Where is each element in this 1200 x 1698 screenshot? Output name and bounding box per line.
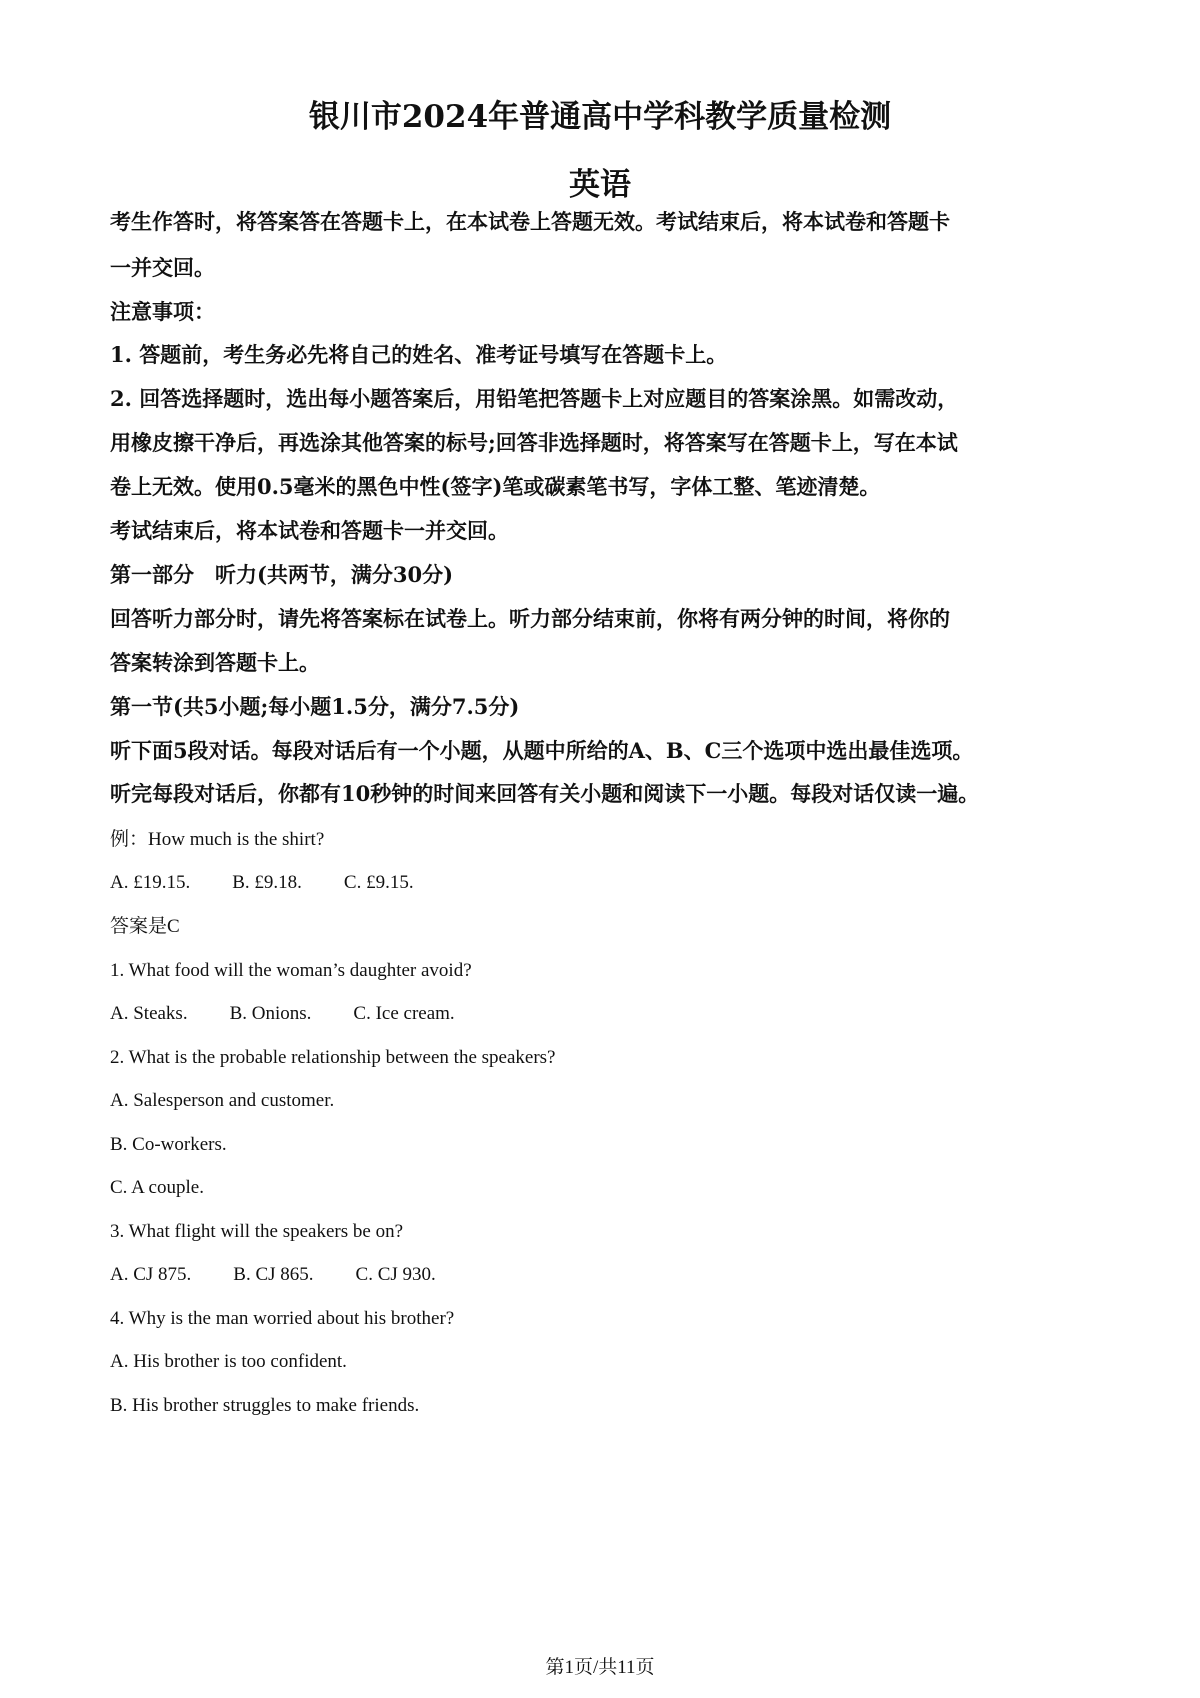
note-2-line-2: 用橡皮擦干净后，再选涂其他答案的标号;回答非选择题时，将答案写在答题卡上，写在本试 xyxy=(110,430,958,455)
subject-title: 英语 xyxy=(569,167,631,203)
page-number: 第1页/共11页 xyxy=(545,1657,655,1678)
example-question: 例：How much is the shirt? xyxy=(110,829,325,850)
notes-heading: 注意事项： xyxy=(110,299,215,324)
question-3: 3. What flight will the speakers be on? xyxy=(110,1221,404,1242)
example-option-b: B. £9.18. xyxy=(232,872,302,893)
note-1: 1. 答题前，考生务必先将自己的姓名、准考证号填写在答题卡上。 xyxy=(110,342,728,367)
question-2: 2. What is the probable relationship between the speakers? xyxy=(110,1047,556,1068)
question-3-option-b: B. CJ 865. xyxy=(233,1264,314,1285)
question-2-option-a: A. Salesperson and customer. xyxy=(110,1090,335,1111)
note-2-line-1: 2. 回答选择题时，选出每小题答案后，用铅笔把答题卡上对应题目的答案涂黑。如需改动， xyxy=(110,386,959,411)
question-4-option-a: A. His brother is too confident. xyxy=(110,1351,347,1372)
section1-heading: 第一节(共5小题;每小题1.5分，满分7.5分) xyxy=(110,694,520,719)
part1-heading: 第一部分 听力(共两节，满分30分) xyxy=(110,562,454,587)
note-3: 考试结束后，将本试卷和答题卡一并交回。 xyxy=(110,518,509,543)
example-answer: 答案是C xyxy=(110,916,180,937)
question-4: 4. Why is the man worried about his brother? xyxy=(110,1308,455,1329)
question-1-option-a: A. Steaks. xyxy=(110,1003,188,1024)
question-2-option-b: B. Co-workers. xyxy=(110,1134,227,1155)
example-option-c: C. £9.15. xyxy=(343,872,414,893)
example-options xyxy=(110,869,1110,897)
question-1-option-b: B. Onions. xyxy=(229,1003,312,1024)
question-3-option-c: C. CJ 930. xyxy=(355,1264,436,1285)
example-option-a: A. £19.15. xyxy=(110,872,191,893)
question-2-option-c: C. A couple. xyxy=(110,1177,204,1198)
note-2-line-3: 卷上无效。使用0.5毫米的黑色中性(签字)笔或碳素笔书写，字体工整、笔迹清楚。 xyxy=(110,474,881,499)
question-1-option-c: C. Ice cream. xyxy=(353,1003,455,1024)
part1-desc-line-2: 答案转涂到答题卡上。 xyxy=(110,650,320,675)
intro-line-1: 考生作答时，将答案答在答题卡上，在本试卷上答题无效。考试结束后，将本试卷和答题卡 xyxy=(110,209,950,234)
part1-desc-line-1: 回答听力部分时，请先将答案标在试卷上。听力部分结束前，你将有两分钟的时间，将你的 xyxy=(110,606,950,631)
section1-desc-line-2: 听完每段对话后，你都有10秒钟的时间来回答有关小题和阅读下一小题。每段对话仅读一遍。 xyxy=(110,781,980,806)
question-1-options xyxy=(110,1000,1110,1028)
intro-line-2: 一并交回。 xyxy=(110,255,215,280)
question-3-options xyxy=(110,1261,1110,1289)
section1-desc-line-1: 听下面5段对话。每段对话后有一个小题，从题中所给的A、B、C三个选项中选出最佳选项。 xyxy=(110,738,974,763)
question-3-option-a: A. CJ 875. xyxy=(110,1264,192,1285)
exam-title: 银川市2024年普通高中学科教学质量检测 xyxy=(308,99,892,135)
question-4-option-b: B. His brother struggles to make friends. xyxy=(110,1395,420,1416)
question-1: 1. What food will the woman’s daughter avoid? xyxy=(110,960,472,981)
